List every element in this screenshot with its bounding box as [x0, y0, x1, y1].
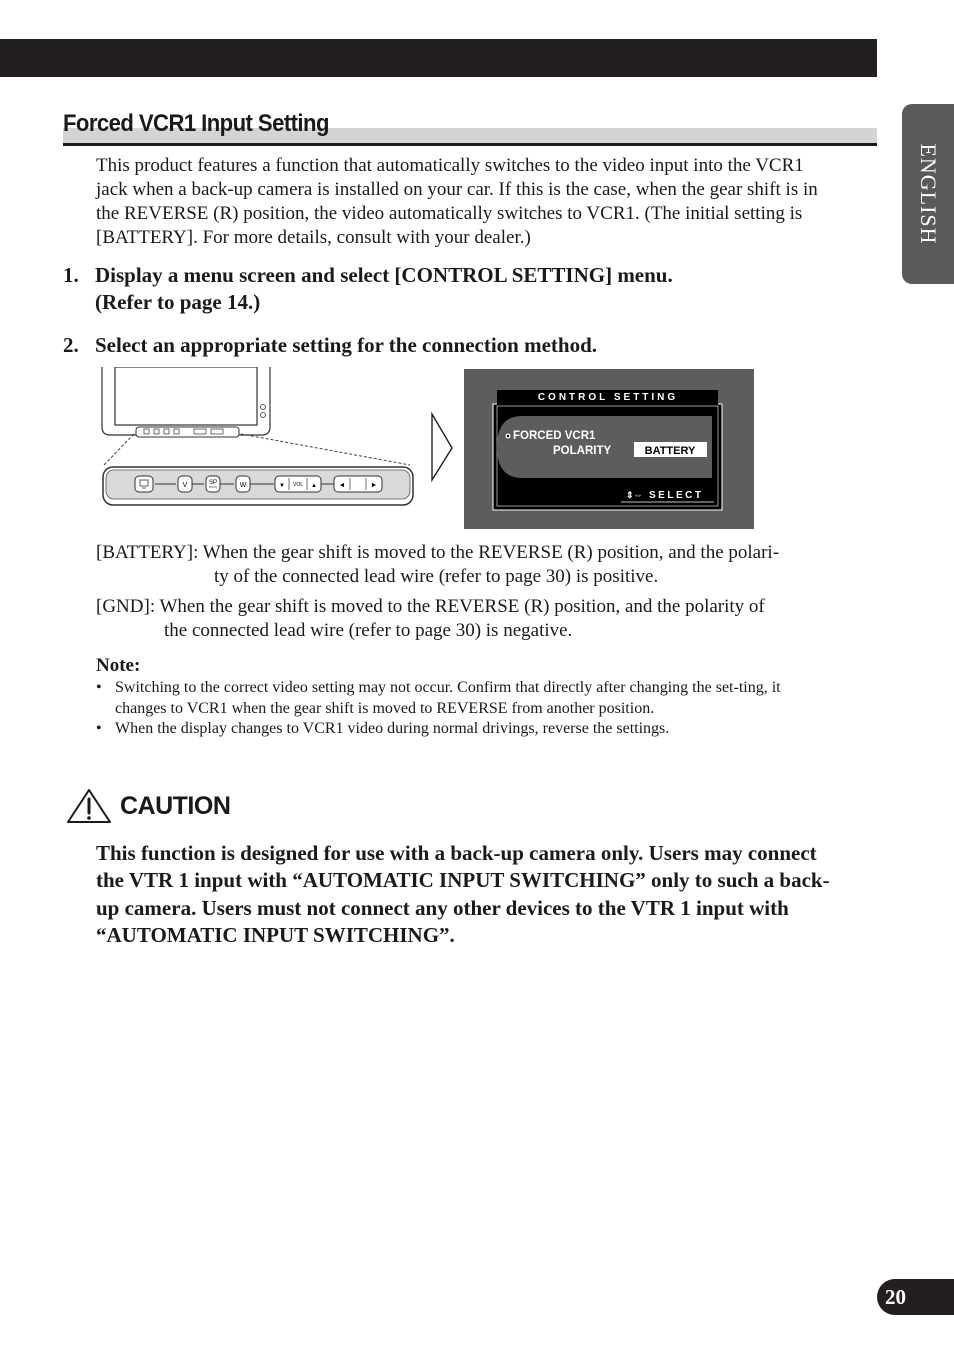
- language-tab-label: ENGLISH: [916, 143, 941, 245]
- step-text: Select an appropriate setting for the connection method.: [95, 333, 598, 357]
- section-heading: [63, 110, 877, 148]
- pointer-arrow-icon: [430, 412, 456, 482]
- screen-header: CONTROL SETTING: [537, 392, 679, 403]
- page-number: 20: [877, 1279, 954, 1315]
- definition-gnd: [96, 595, 765, 643]
- polarity-value: BATTERY: [644, 445, 696, 457]
- note-list: [96, 678, 836, 740]
- volume-up-arrow: ▲: [311, 483, 317, 489]
- volume-down-arrow: ▼: [279, 483, 285, 489]
- definition-line2: the connected lead wire (refer to page 30) is negative.: [164, 620, 573, 641]
- step-text-line1: Display a menu screen and select [CONTROL SETTING] menu.: [95, 263, 673, 287]
- caution-text: This function is designed for use with a back-up camera only. Users may connect the VTR 1 input with “AUTOMATIC INPUT SWITCHING” only to such a back-up camera. Users must not connect any other devices to the VTR 1 input with “AUTOMATIC INPUT SWITCHING”.: [96, 841, 830, 947]
- note-item: [96, 719, 836, 740]
- sp-button: [206, 476, 220, 492]
- left-arrow-icon: ◄: [338, 482, 346, 489]
- menu-item-line1: FORCED VCR1: [513, 430, 596, 442]
- note-title: Note:: [96, 655, 141, 676]
- volume-label: VOL: [292, 482, 304, 488]
- step-number: 1.: [63, 263, 79, 287]
- bullet-icon: •: [96, 720, 102, 737]
- caution-label: CAUTION: [120, 792, 231, 820]
- monitor-panel-illustration: [98, 367, 458, 512]
- step-text-line2: (Refer to page 14.): [95, 290, 261, 314]
- v-button-label: V: [182, 482, 188, 489]
- screen-graphic: [464, 369, 754, 529]
- right-arrow-icon: ►: [370, 482, 378, 489]
- note-text: Switching to the correct video setting may not occur. Confirm that directly after changing the set-ting, it changes to VCR1 when the gear shift is moved to REVERSE from another position.: [115, 679, 781, 717]
- heading-rule: [63, 143, 877, 146]
- v-button: [178, 476, 192, 492]
- section-title: Forced VCR1 Input Setting: [63, 110, 329, 137]
- note-text: When the display changes to VCR1 video during normal drivings, reverse the settings.: [115, 720, 670, 737]
- note-item: [96, 678, 836, 719]
- intro-paragraph: This product features a function that automatically switches to the video input into the VCR1 jack when a back-up camera is installed on your car. If this is the case, when the gear shift is in the REVERSE (R) position, the video automatically switches to VCR1. (The initial setting is [BATTERY]. For more details, consult with your dealer.): [96, 155, 818, 248]
- header-bar: [0, 39, 877, 77]
- left-right-rocker: [334, 476, 382, 492]
- monitor-body: [102, 367, 270, 437]
- step-text: [95, 262, 673, 316]
- display-mode-button: [135, 476, 153, 492]
- bullet-icon: •: [96, 679, 102, 696]
- sp-button-label: SP: [208, 480, 218, 486]
- language-tab: [902, 104, 954, 284]
- w-button: [236, 476, 250, 492]
- definition-line2: ty of the connected lead wire (refer to page 30) is positive.: [214, 566, 659, 587]
- control-setting-screen: [464, 369, 754, 529]
- warning-triangle-icon: [66, 788, 112, 824]
- select-label: SELECT: [649, 490, 704, 501]
- definition-line1: [BATTERY]: When the gear shift is moved to the REVERSE (R) position, and the polari-: [96, 542, 780, 563]
- volume-rocker: [275, 476, 321, 492]
- step-number: 2.: [63, 333, 79, 357]
- select-arrows-icon: ⇕⇔: [626, 490, 643, 500]
- w-button-label: W: [239, 482, 247, 489]
- caution-heading: [66, 788, 231, 828]
- definition-battery: [96, 541, 779, 589]
- definition-line1: [GND]: When the gear shift is moved to the REVERSE (R) position, and the polarity of: [96, 596, 765, 617]
- menu-item-line2: POLARITY: [553, 445, 612, 457]
